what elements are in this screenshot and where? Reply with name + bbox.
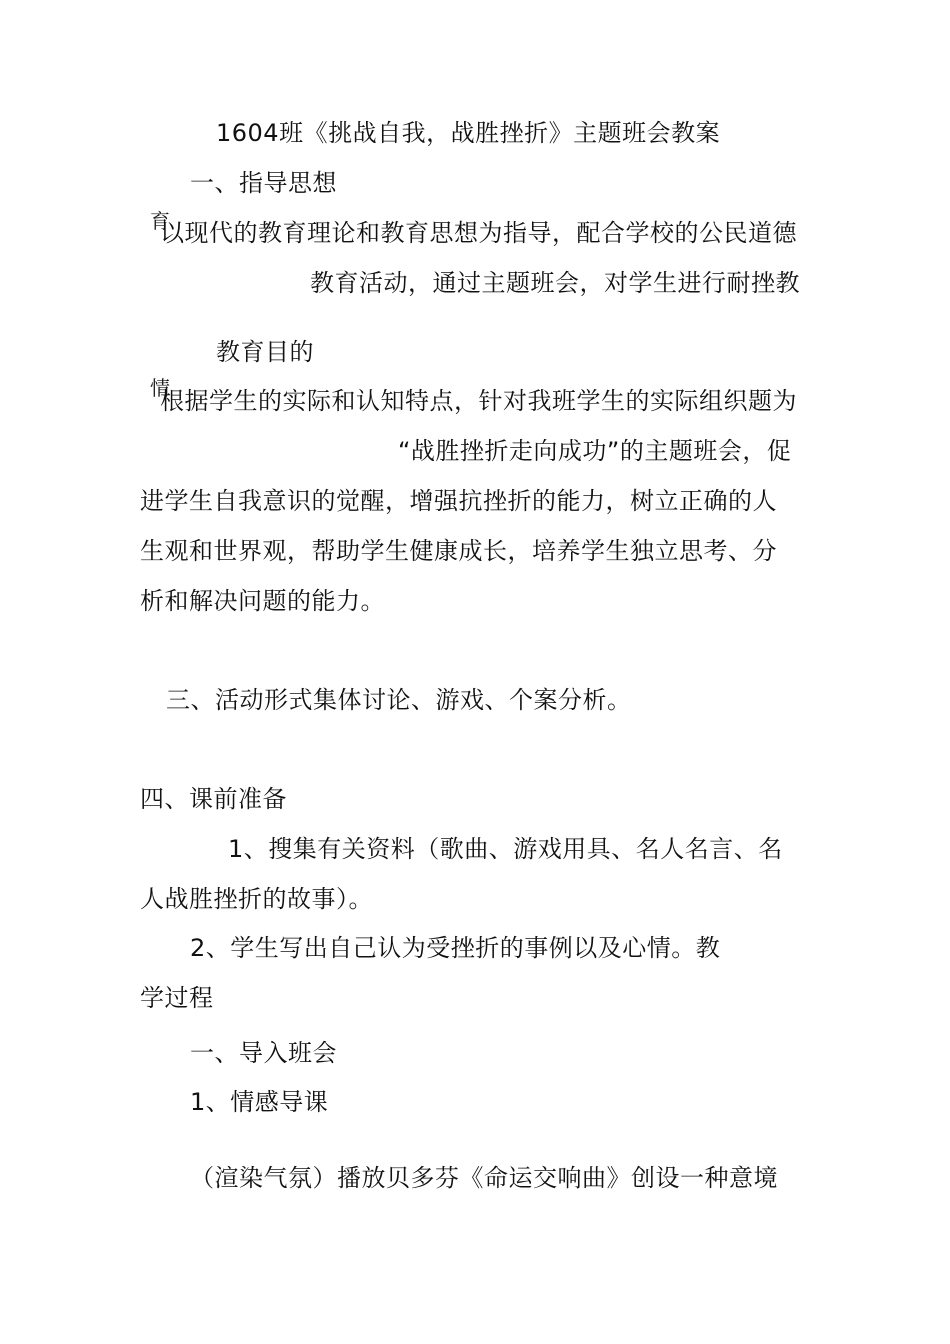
paragraph-line: 析和解决问题的能力。 bbox=[140, 587, 385, 615]
list-item: 1、搜集有关资料（歌曲、游戏用具、名人名言、名 bbox=[228, 835, 783, 863]
paragraph-line: 教育活动，通过主题班会，对学生进行耐挫教 bbox=[310, 269, 800, 297]
text-fragment: 育 bbox=[150, 209, 171, 233]
paragraph-line: 根据学生的实际和认知特点，针对我班学生的实际组织题为 bbox=[160, 387, 797, 415]
section-activity-form: 三、活动形式集体讨论、游戏、个案分析。 bbox=[166, 686, 632, 714]
paragraph-line: 以现代的教育理论和教育思想为指导，配合学校的公民道德 bbox=[160, 219, 797, 247]
section-heading-education-goal: 教育目的 bbox=[216, 338, 314, 366]
section-heading-preparation: 四、课前准备 bbox=[140, 785, 287, 813]
paragraph-line: “战胜挫折走向成功”的主题班会，促 bbox=[398, 437, 792, 465]
list-item-continuation: 人战胜挫折的故事）。 bbox=[140, 885, 373, 913]
section-heading-guiding-ideology: 一、指导思想 bbox=[190, 169, 337, 197]
paragraph-line: 进学生自我意识的觉醒，增强抗挫折的能力，树立正确的人 bbox=[140, 487, 777, 515]
list-item-continuation: 学过程 bbox=[140, 984, 214, 1012]
text-fragment: 情 bbox=[150, 376, 171, 400]
section-heading-introduction: 一、导入班会 bbox=[190, 1039, 337, 1067]
paragraph-line: 生观和世界观，帮助学生健康成长，培养学生独立思考、分 bbox=[140, 537, 777, 565]
list-item: 1、情感导课 bbox=[190, 1088, 329, 1116]
list-item: 2、学生写出自己认为受挫折的事例以及心情。教 bbox=[190, 934, 721, 962]
paragraph-line: （渲染气氛）播放贝多芬《命运交响曲》创设一种意境 bbox=[190, 1164, 778, 1192]
document-title: 1604班《挑战自我，战胜挫折》主题班会教案 bbox=[216, 119, 721, 147]
